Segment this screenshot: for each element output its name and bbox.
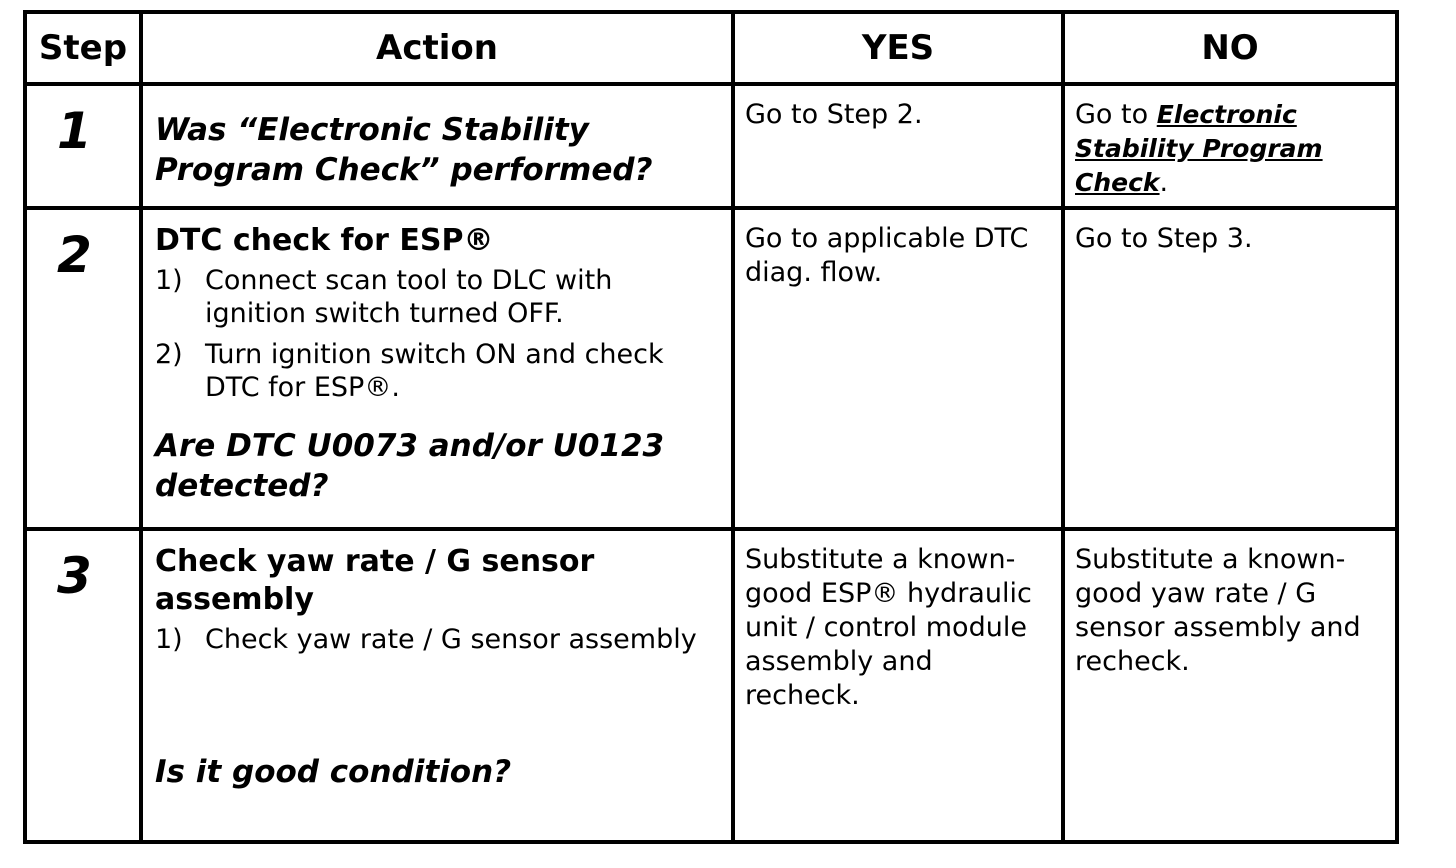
no-cell xyxy=(1063,529,1397,842)
step-cell xyxy=(25,84,141,208)
esp-check-link[interactable]: Electronic Stability Program Check xyxy=(1075,100,1323,197)
table-row xyxy=(25,84,1397,208)
yes-text: Substitute a known-good ESP® hydraulic unit / control module assembly and recheck. xyxy=(745,544,1032,711)
substep-number: 1) xyxy=(155,265,183,296)
step-number: 2 xyxy=(57,226,92,284)
substep-text: Turn ignition switch ON and check DTC for ESP®. xyxy=(205,339,664,403)
no-suffix: . xyxy=(1159,167,1169,198)
header-row xyxy=(25,12,1397,84)
step-heading: DTC check for ESP® xyxy=(155,223,494,258)
substep-number: 2) xyxy=(155,339,183,370)
header-action: Action xyxy=(141,12,733,84)
header-yes: YES xyxy=(733,12,1063,84)
no-text xyxy=(1065,86,1395,200)
substep-text: Connect scan tool to DLC with ignition switch turned OFF. xyxy=(205,265,613,329)
step-question: Was “Electronic Stability Program Check” performed? xyxy=(155,112,653,188)
substep-item xyxy=(155,623,721,656)
substep-item xyxy=(155,338,721,404)
no-text: Go to Step 3. xyxy=(1075,223,1253,254)
step-heading: Check yaw rate / G sensor assembly xyxy=(155,544,595,617)
diagnostic-table xyxy=(23,10,1399,844)
header-no: NO xyxy=(1063,12,1397,84)
yes-cell xyxy=(733,529,1063,842)
no-cell xyxy=(1063,208,1397,529)
no-text: Substitute a known-good yaw rate / G sensor assembly and recheck. xyxy=(1075,544,1361,677)
yes-cell xyxy=(733,84,1063,208)
substep-number: 1) xyxy=(155,624,183,655)
table-row xyxy=(25,208,1397,529)
yes-text: Go to applicable DTC diag. flow. xyxy=(745,223,1029,288)
action-cell xyxy=(141,529,733,842)
step-question: Are DTC U0073 and/or U0123 detected? xyxy=(155,428,665,504)
substep-list xyxy=(155,623,721,656)
action-cell xyxy=(141,84,733,208)
substep-text: Check yaw rate / G sensor assembly xyxy=(205,624,697,655)
no-prefix: Go to xyxy=(1075,99,1157,130)
step-question: Is it good condition? xyxy=(155,754,512,790)
yes-text: Go to Step 2. xyxy=(745,99,923,130)
step-cell xyxy=(25,529,141,842)
no-cell xyxy=(1063,84,1397,208)
action-cell xyxy=(141,208,733,529)
substep-list xyxy=(155,264,721,404)
step-number: 3 xyxy=(57,547,92,605)
header-step: Step xyxy=(25,12,141,84)
table-row xyxy=(25,529,1397,842)
step-number: 1 xyxy=(57,102,92,160)
step-cell xyxy=(25,208,141,529)
substep-item xyxy=(155,264,721,330)
yes-cell xyxy=(733,208,1063,529)
